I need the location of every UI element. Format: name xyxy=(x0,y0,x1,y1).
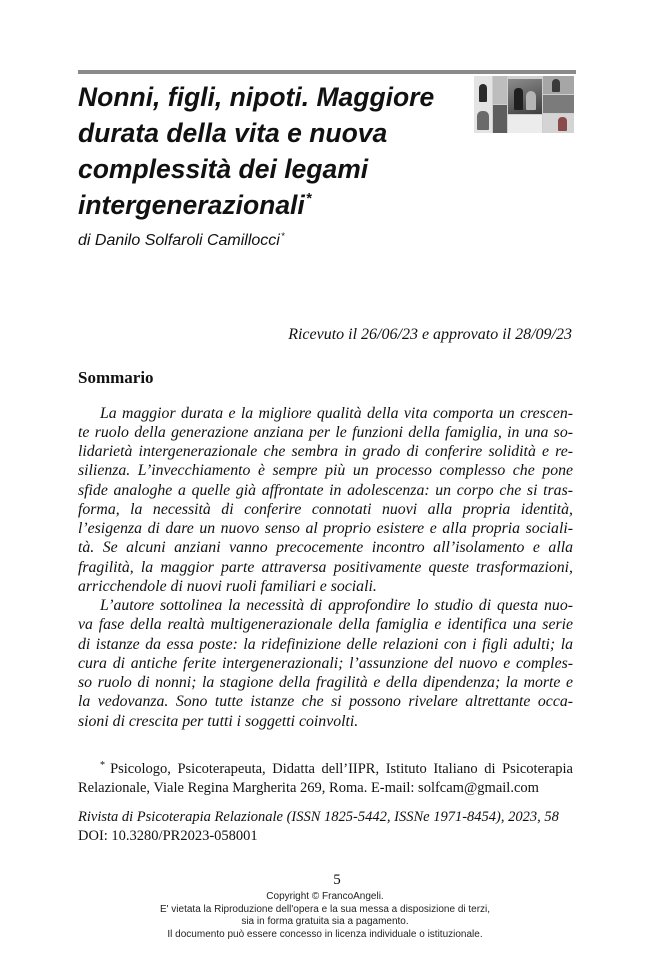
journal-citation xyxy=(78,808,573,846)
abstract-line: l’esigenza di dare un nuovo senso al proprio esistere e alla propria sociali- xyxy=(78,520,573,537)
article-title xyxy=(78,79,470,223)
abstract-line: la vedovanza. Sono tutte istanze che si possono rivelare altrettante occa- xyxy=(78,693,573,711)
abstract-line: di istanze da essa poste: la ridefinizione delle relazioni con i figli adulti; la xyxy=(78,635,573,653)
author-footnote xyxy=(78,760,573,798)
copyright-notice xyxy=(0,891,650,942)
abstract-line: tà. Se alcuni anziani vanno precocemente incontro all’isolamento e alla xyxy=(78,539,573,557)
collage-photo xyxy=(493,76,507,104)
collage-figure xyxy=(552,79,560,92)
collage-figure xyxy=(477,111,489,130)
abstract-line: arricchendole di nuovi ruoli familiari e sociali. xyxy=(78,577,377,595)
abstract-line: silienza. L’invecchiamento è sempre più un processo complesso che pone xyxy=(78,462,573,480)
footnote-line xyxy=(78,760,573,779)
copyright-line: Il documento può essere concesso in licenza individuale o istituzionale. xyxy=(167,929,483,941)
footnote-text: Psicologo, Psicoterapeuta, Didatta dell’IIPR, Istituto Italiano di Psicoterapia xyxy=(110,761,573,777)
author-name: di Danilo Solfaroli Camillocci xyxy=(78,232,280,249)
footnote-line: Relazionale, Viale Regina Margherita 269, Roma. E-mail: solfcam@gmail.com xyxy=(78,780,539,796)
collage-figure xyxy=(514,88,523,110)
article-author xyxy=(78,231,285,251)
abstract-line: va fase della realtà multigenerazionale della famiglia e identifica una serie xyxy=(78,616,573,634)
copyright-line: Copyright © FrancoAngeli. xyxy=(266,891,384,902)
title-line: durata della vita e nuova xyxy=(78,118,388,148)
abstract-line: forma, la necessità di conferire connotati nuovi alla propria identità, xyxy=(78,500,573,518)
title-line: Nonni, figli, nipoti. Maggiore xyxy=(78,82,435,112)
journal-reference: Rivista di Psicoterapia Relazionale (ISSN 1825-5442, ISSNe 1971-8454), 2023, 58 xyxy=(78,809,559,825)
collage-photo xyxy=(493,105,507,133)
abstract-paragraph xyxy=(78,404,573,597)
abstract-line: L’autore sottolinea la necessità di approfondire lo studio di questa nuo- xyxy=(100,597,573,614)
abstract-line: cura di antiche ferite intergenerazionali; l’assunzione del nuovo e comples- xyxy=(78,654,573,672)
abstract-heading: Sommario xyxy=(78,368,154,387)
footnote-marker: * xyxy=(100,760,106,772)
title-footnote-marker: * xyxy=(305,191,312,208)
abstract-line: sfide analoghe a quelle già affrontate in adolescenza: un corpo che si tras- xyxy=(78,481,573,499)
abstract-line: lidarietà intergenerazionale che sembra in grado di conferire solidità e re- xyxy=(78,443,573,460)
title-line: intergenerazionali xyxy=(78,190,305,220)
abstract-line: La maggior durata e la migliore qualità della vita comporta un crescen- xyxy=(100,404,573,422)
abstract-line: fragilità, la maggior parte attraversa positivamente queste trasformazioni, xyxy=(78,558,573,576)
collage-figure xyxy=(558,117,567,131)
collage-photo xyxy=(508,115,542,133)
copyright-line: E' vietata la Riproduzione dell'opera e la sua messa a disposizione di terzi, xyxy=(159,903,491,915)
title-line-last xyxy=(78,187,470,223)
page-number: 5 xyxy=(333,872,341,888)
abstract-line: sioni di crescita per tutti i soggetti coinvolti. xyxy=(78,712,359,730)
abstract-line: te ruolo della generazione anziana per le funzioni della famiglia, in una so- xyxy=(78,423,573,441)
collage-figure xyxy=(526,91,536,110)
received-approved-dates: Ricevuto il 26/06/23 e approvato il 28/09/23 xyxy=(288,326,572,343)
collage-figure xyxy=(479,84,487,102)
abstract-paragraph xyxy=(78,596,573,731)
copyright-line: sia in forma gratuita sia a pagamento. xyxy=(241,916,409,928)
cover-photo-collage xyxy=(474,76,574,133)
header-rule xyxy=(78,70,576,74)
abstract-line: so ruolo di nonni; la stagione della fragilità e della dipendenza; la morte e xyxy=(78,674,573,691)
title-line: complessità dei legami xyxy=(78,154,369,184)
collage-photo xyxy=(543,95,574,113)
doi: DOI: 10.3280/PR2023-058001 xyxy=(78,828,258,844)
abstract-body xyxy=(78,404,573,731)
author-footnote-marker: * xyxy=(280,231,285,243)
